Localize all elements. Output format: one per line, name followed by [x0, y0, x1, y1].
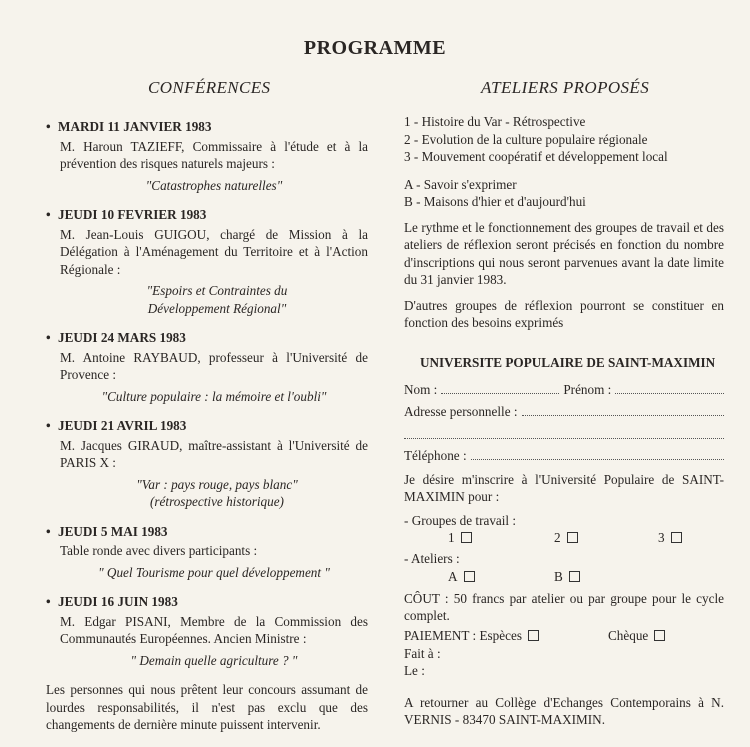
- conference-date: JEUDI 5 MAI 1983: [58, 523, 168, 539]
- workshops-options: [404, 568, 724, 586]
- checkbox[interactable]: [464, 571, 475, 582]
- group-label: 1: [448, 530, 455, 545]
- form-title: UNIVERSITE POPULAIRE DE SAINT-MAXIMIN: [420, 354, 716, 370]
- payment-label: PAIEMENT : Espèces: [404, 627, 522, 643]
- nom-label: Nom :: [404, 382, 438, 397]
- conference-item: • JEUDI 5 MAI 1983 Table ronde avec divers participants : " Quel Tourisme pour quel développement ": [46, 523, 368, 582]
- prenom-field[interactable]: [615, 383, 724, 394]
- phone-row: [404, 447, 724, 465]
- checkbox[interactable]: [461, 532, 472, 543]
- place-label: Fait à :: [404, 645, 441, 661]
- cash-checkbox[interactable]: [528, 630, 539, 641]
- subject-item: B - Maisons d'hier et d'aujourd'hui: [404, 194, 586, 209]
- group-label: 3: [658, 530, 665, 545]
- name-row: [404, 381, 724, 399]
- groups-label: - Groupes de travail :: [404, 512, 517, 528]
- cheque-label: Chèque: [608, 627, 649, 643]
- conferences-column: [46, 118, 368, 734]
- registration-text: Je désire m'inscrire à l'Université Populaire de SAINT-MAXIMIN pour :: [404, 471, 724, 504]
- phone-label: Téléphone :: [404, 448, 467, 463]
- conference-title: "Catastrophes naturelles": [145, 177, 283, 193]
- conference-date: JEUDI 21 AVRIL 1983: [58, 418, 187, 433]
- conference-speaker: M. Jacques GIRAUD, maître-assistant à l'Université de PARIS X :: [60, 437, 368, 470]
- conference-speaker: M. Haroun TAZIEFF, Commissaire à l'étude et à la prévention des risques naturels majeurs :: [60, 138, 368, 171]
- conference-title: " Quel Tourisme pour quel développement ": [98, 564, 330, 580]
- groups-paragraph: D'autres groupes de réflexion pourront se constituer en fonction des besoins exprimés: [404, 297, 724, 330]
- groups-options: [404, 529, 724, 547]
- conference-date: JEUDI 24 MARS 1983: [58, 330, 186, 345]
- return-address: A retourner au Collège d'Echanges Contemporains à N. VERNIS - 83470 SAINT-MAXIMIN.: [404, 694, 724, 727]
- conference-date: MARDI 11 JANVIER 1983: [58, 119, 212, 134]
- conference-speaker: M. Edgar PISANI, Membre de la Commission des Communautés Européennes. Ancien Ministre :: [60, 613, 368, 646]
- workshop-option-label: A: [448, 568, 458, 584]
- cost-text: CÔUT : 50 francs par atelier ou par groupe pour le cycle complet.: [404, 590, 724, 623]
- workshop-item: 2 - Evolution de la culture populaire régionale: [404, 131, 648, 147]
- conference-title: " Demain quelle agriculture ? ": [130, 652, 298, 668]
- conference-title: "Culture populaire : la mémoire et l'oubli": [101, 388, 327, 404]
- group-option-1[interactable]: [448, 529, 472, 547]
- payment-row: [404, 627, 724, 645]
- workshops-label: - Ateliers :: [404, 551, 460, 566]
- workshops-column: [404, 113, 724, 729]
- conference-speaker: M. Antoine RAYBAUD, professeur à l'Université de Provence :: [60, 349, 368, 382]
- workshops-heading: ATELIERS PROPOSÉS: [481, 78, 650, 97]
- schedule-paragraph: Le rythme et le fonctionnement des groupes de travail et des ateliers de réflexion seront précisés en fonction du nombre d'inscriptions qui nous seront parvenues avant la date limite du 31 janvier 1983.: [404, 219, 724, 287]
- conference-item: • JEUDI 21 AVRIL 1983 M. Jacques GIRAUD, maître-assistant à l'Université de PARIS X : "Var : pays rouge, pays blanc" (rétrospective historique): [46, 418, 368, 509]
- workshop-item: 1 - Histoire du Var - Rétrospective: [404, 114, 586, 129]
- conference-date: JEUDI 10 FEVRIER 1983: [58, 207, 207, 222]
- conference-title: "Var : pays rouge, pays blanc" (rétrospective historique): [136, 476, 298, 509]
- address-field-2[interactable]: [404, 424, 724, 439]
- prenom-label: Prénom :: [563, 382, 612, 397]
- subject-item: A - Savoir s'exprimer: [404, 176, 517, 192]
- workshop-option-b[interactable]: [554, 568, 580, 586]
- checkbox[interactable]: [671, 532, 682, 543]
- group-option-2[interactable]: [554, 529, 578, 547]
- workshop-option-a[interactable]: [448, 568, 475, 586]
- checkbox[interactable]: [567, 532, 578, 543]
- conferences-heading: CONFÉRENCES: [148, 78, 271, 97]
- page-title: PROGRAMME: [303, 37, 447, 59]
- group-option-3[interactable]: [658, 529, 682, 547]
- checkbox[interactable]: [569, 571, 580, 582]
- conference-item: • JEUDI 24 MARS 1983 M. Antoine RAYBAUD, professeur à l'Université de Provence : "Culture populaire : la mémoire et l'oubli": [46, 330, 368, 404]
- conference-item: • MARDI 11 JANVIER 1983 M. Haroun TAZIEFF, Commissaire à l'étude et à la prévention des risques naturels majeurs : "Catastrophes naturelles": [46, 119, 368, 193]
- date-label: Le :: [404, 663, 425, 678]
- conference-title: "Espoirs et Contraintes du Développement Régional": [146, 283, 288, 316]
- disclaimer-note: Les personnes qui nous prêtent leur concours assumant de lourdes responsabilités, il n'est pas exclu que des changements de dernière minute puissent intervenir.: [46, 682, 368, 732]
- workshop-item: 3 - Mouvement coopératif et développement local: [404, 149, 668, 164]
- address-field[interactable]: [522, 405, 724, 416]
- address-row: [404, 403, 724, 421]
- conference-date: JEUDI 16 JUIN 1983: [58, 594, 178, 609]
- subject-list: [404, 176, 724, 211]
- address-row-2: [404, 424, 724, 439]
- workshop-option-label: B: [554, 568, 563, 584]
- conference-speaker: M. Jean-Louis GUIGOU, chargé de Mission à la Délégation à l'Aménagement du Territoire et à l'Action Régionale :: [60, 226, 368, 277]
- conference-item: • JEUDI 16 JUIN 1983 M. Edgar PISANI, Membre de la Commission des Communautés Européennes. Ancien Ministre : " Demain quelle agriculture ? ": [46, 594, 368, 668]
- phone-field[interactable]: [471, 449, 724, 460]
- cheque-checkbox[interactable]: [654, 630, 665, 641]
- address-label: Adresse personnelle :: [404, 403, 518, 419]
- group-label: 2: [554, 530, 561, 545]
- conference-item: • JEUDI 10 FEVRIER 1983 M. Jean-Louis GUIGOU, chargé de Mission à la Délégation à l'Aménagement du Territoire et à l'Action Régionale : "Espoirs et Contraintes du Développement Régional": [46, 207, 368, 316]
- nom-field[interactable]: [441, 383, 559, 394]
- conference-speaker: Table ronde avec divers participants :: [60, 543, 258, 558]
- workshop-list: [404, 113, 724, 166]
